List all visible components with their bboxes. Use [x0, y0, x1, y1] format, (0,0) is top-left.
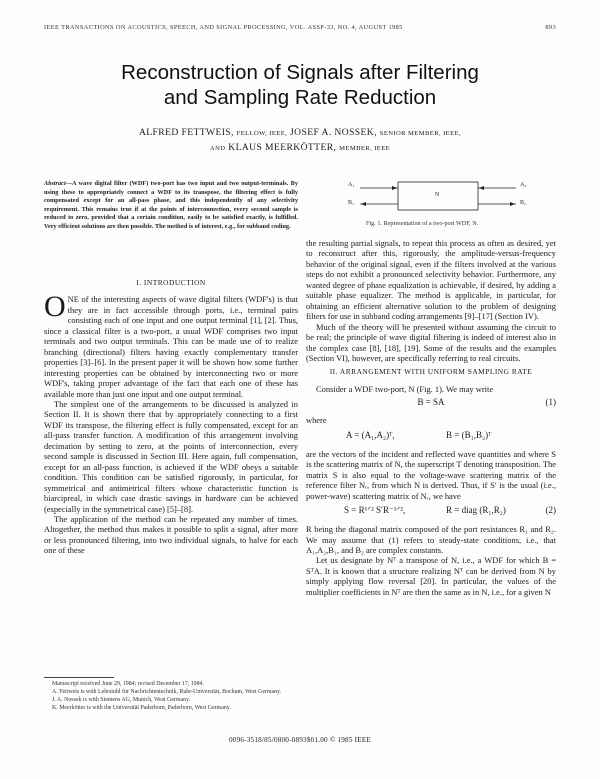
- section-2-heading: II. ARRANGEMENT WITH UNIFORM SAMPLING RATE: [329, 367, 533, 377]
- author-fettweis-grade: FELLOW, IEEE,: [236, 130, 288, 137]
- label-b2: B₂: [520, 200, 527, 206]
- right-paragraph-3: Consider a WDF two-port, N (Fig. 1). We may write: [316, 383, 494, 394]
- arrow-b2: [510, 202, 515, 206]
- footnote-meerkotter: K. Meerkötter is with the Universität Paderborn, Paderborn, West Germany.: [52, 705, 231, 712]
- arrow-a1: [392, 186, 397, 190]
- arrow-b1: [361, 202, 366, 206]
- abstract-label: Abstract—: [44, 180, 72, 187]
- intro-paragraph-2: The simplest one of the arrangements to be discussed is analyzed in Section II. It is shown there that by appropriately connecting to a first WDF its transpose, the filtering effect is fully compensated, except for an all-pass transfer function. A modification of this arrangement involving decimation by setting to zero, at the points of interconnection, every second sample is discussed in Section III. Here again, full compensation, except for an all-pass function, is achieved if the WDF obeys a suitable condition. This condition can be satisfied rigorously, in particular, for symmetrical and antimetrical filters whose characteristic function is biarcipreal, in which case drastic savings in hardware can be achieved (especially in the symmetrical case) [5]–[8].: [44, 398, 298, 514]
- author-meerkotter: KLAUS MEERKÖTTER,: [228, 142, 337, 153]
- footnote-nossek: J. A. Nossek is with Siemens AG, Munich, West Germany.: [52, 697, 191, 704]
- footnote-received: Manuscript received June 29, 1984; revised December 17, 1984.: [52, 681, 204, 687]
- vector-a: A = (A₁,A₂)ᵀ,: [346, 429, 395, 440]
- author-conjunction: AND: [209, 145, 226, 152]
- author-nossek-grade: SENIOR MEMBER, IEEE,: [379, 130, 462, 137]
- where-label: where: [306, 415, 327, 426]
- title-line-1: Reconstruction of Signals after Filtering: [121, 61, 479, 84]
- journal-header: IEEE TRANSACTIONS ON ACOUSTICS, SPEECH, AND SIGNAL PROCESSING, VOL. ASSP-33, NO. 4, AUGUST 1985: [44, 24, 403, 31]
- copyright-line: 0096-3518/85/0800-0893$01.00 © 1985 IEEE: [228, 736, 372, 744]
- vector-b: B = (B₁,B₂)ᵀ: [446, 429, 492, 440]
- right-paragraph-5: R being the diagonal matrix composed of the port resistances R₁ and R₂. We may assume that (1) refers to steady-state conditions, i.e., that A₁,A₂,B₁, and B₂ are complex constants.: [306, 524, 556, 555]
- label-a2: A₂: [520, 182, 527, 188]
- equation-2-left: S = R¹ᐟ² S′R⁻¹ᐟ²,: [344, 505, 406, 516]
- running-head: [44, 24, 556, 31]
- label-n: N: [435, 192, 440, 198]
- equation-1-number: (1): [545, 397, 556, 408]
- author-list: [40, 126, 560, 156]
- equation-2-number: (2): [545, 505, 556, 516]
- equation-2-right: R = diag (R₁,R₂): [446, 505, 506, 516]
- intro-paragraph-3: The application of the method can be repeated any number of times. Altogether, the method thus makes it possible to split a signal, after more or less pronounced filtering, into two individual signals, to halve for each one of these: [44, 513, 298, 556]
- drop-cap: O: [44, 290, 66, 324]
- page-number: 893: [545, 24, 556, 31]
- paper-title: [40, 60, 560, 110]
- abstract: [44, 180, 298, 231]
- left-column: [44, 274, 298, 556]
- section-1-heading: I. INTRODUCTION: [136, 278, 206, 287]
- abstract-text: A wave digital filter (WDF) two-port has two input and two output-terminals. By using these to appropriately connect a WDF to its transpose, the filtering effect is fully compensated except for an all-pass phase, and this independently of any selectivity requirement. This remains true if at the points of interconnection, every second sample is reduced to zero, provided that a certain condition, easily to be satisfied exactly, is fulfilled. Very efficient solutions are then possible. The method is of interest, e.g., for subband coding.: [44, 180, 298, 230]
- label-b1: B₁: [348, 200, 355, 206]
- vector-definitions: [306, 430, 556, 445]
- footnote-fettweis: A. Fettweis is with Lehrstuhl für Nachrichtentechnik, Ruhr-Universität, Bochum, West Germany.: [52, 689, 282, 696]
- label-a1: A₁: [348, 182, 355, 188]
- footnote-rule: [44, 677, 114, 678]
- author-nossek: JOSEF A. NOSSEK,: [290, 127, 377, 138]
- right-paragraph-4: are the vectors of the incident and reflected wave quantities and where S is the scattering matrix of N, the superscript T denoting transposition. The matrix S is also equal to the voltage-wave scattering matrix of the reference filter Nᵣ, from which N is derived. Thus, if S′ is the usual (i.e., power-wave) scattering matrix of Nᵣ, we have: [306, 448, 556, 501]
- title-line-2: and Sampling Rate Reduction: [163, 86, 437, 109]
- equation-1: [306, 397, 556, 412]
- right-paragraph-1: the resulting partial signals, to repeat this process as often as desired, yet to reconstruct after this, rigorously, the amplitude-versus-frequency behavior of the original signal, even if the filters involved at the various steps do not exhibit a pronounced selectivity behavior. Furthermore, any wanted degree of phase equalization is achievable, if desired, by adding a suitable phase equalizer. The method is applicable, in particular, for obtaining an efficient alternative solution to the problem of designing filters for use in subband coding arrangements [9]–[17] (Section IV).: [306, 238, 556, 322]
- right-paragraph-6: Let us designate by Nᵀ a transpose of N, i.e., a WDF for which B = SᵀA. It is known that a structure realizing Nᵀ can be derived from N by simply applying flow reversal [20]. In particular, the values of the multiplier coefficients in Nᵀ are then the same as in N, i.e., for a given N: [306, 555, 556, 597]
- intro-paragraph-1-text: NE of the interesting aspects of wave digital filters (WDF's) is that they are in fact accessible through ports, i.e., terminal pairs consisting each of one input and one output terminal [1], [2]. Thus, since a classical filter is a two-port, a usual WDF comprises two input terminals and two output terminals. This can be made use of to realize branching (directional) filters having exactly complementary transfer properties [3]–[6]. In the present paper it will be shown how some further interesting properties can be obtained by interconnecting two or more WDF's, taking proper advantage of the fact that each one of these has available more than just one input and one output terminal.: [44, 294, 298, 399]
- equation-1-body: B = SA: [417, 397, 445, 408]
- figure-1-caption: Fig. 1. Representation of a two-port WDF, N.: [366, 220, 479, 227]
- author-meerkotter-grade: MEMBER, IEEE: [339, 145, 391, 152]
- author-fettweis: ALFRED FETTWEIS,: [138, 127, 234, 138]
- right-paragraph-2: Much of the theory will be presented without assuming the circuit to be real; the principle of wave digital filtering is indeed of interest also in the complex case [8], [18], [19]. Some of the results and the examples (Section VI), however, are specifically referring to real circuits.: [306, 321, 556, 363]
- intro-paragraph-1: [44, 290, 298, 399]
- right-column: [306, 238, 556, 597]
- equation-2: [306, 505, 556, 520]
- two-port-diagram: [330, 176, 552, 216]
- footnotes: [44, 680, 298, 712]
- arrow-a2: [479, 186, 484, 190]
